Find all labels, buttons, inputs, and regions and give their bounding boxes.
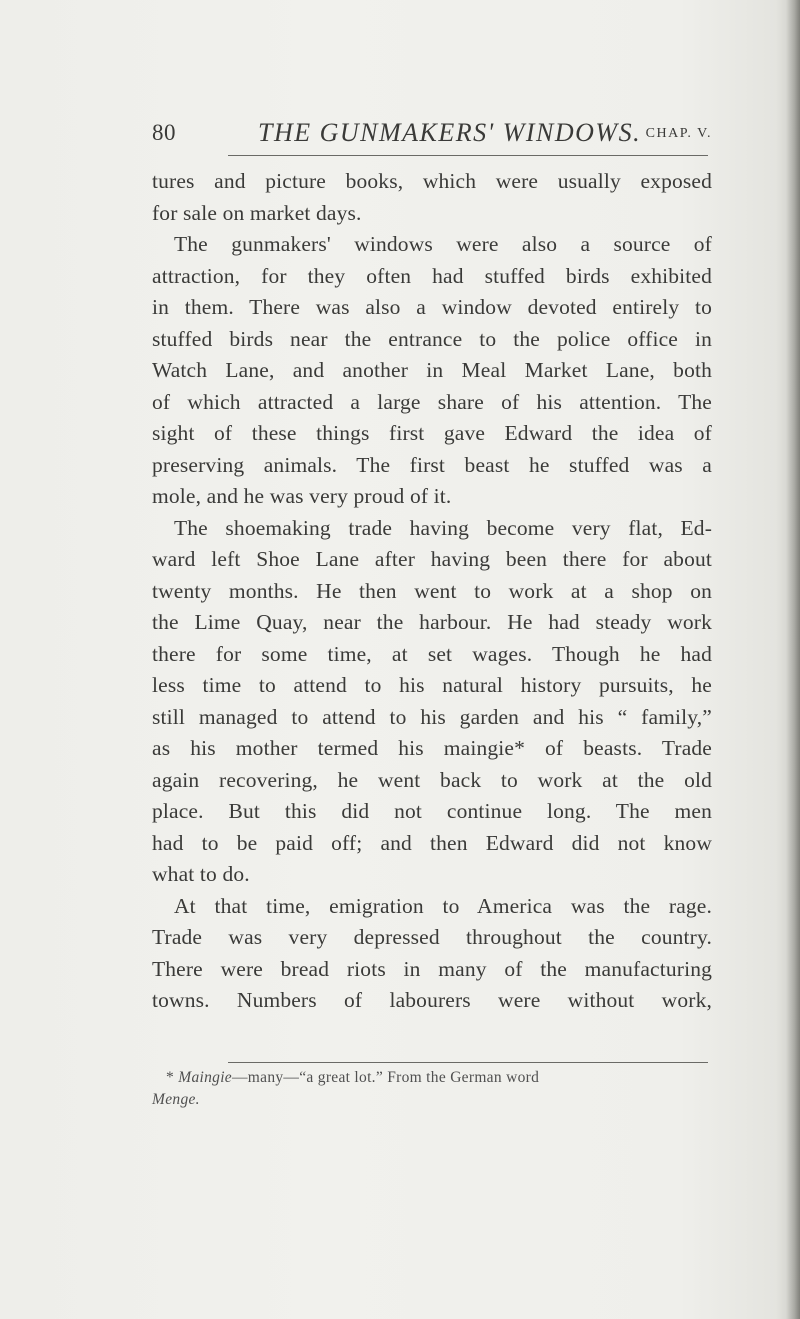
text-line: Watch Lane, and another in Meal Market Lane, both xyxy=(152,358,712,382)
text-line: The shoemaking trade having become very flat, Ed- xyxy=(174,515,712,540)
text-line: tures and picture books, which were usually exposed xyxy=(152,169,712,193)
text-line: of which attracted a large share of his attention. The xyxy=(152,389,712,414)
text-line: as his mother termed his maingie* of beasts. Trade xyxy=(152,736,712,760)
page-header xyxy=(152,116,712,156)
header-rule xyxy=(228,155,708,156)
text-line: mole, and he was very proud of it. xyxy=(152,484,452,508)
text-line: there for some time, at set wages. Though he had xyxy=(152,641,712,666)
footnote xyxy=(152,1067,712,1111)
text-line: had to be paid off; and then Edward did not know xyxy=(152,830,712,855)
page-number: 80 xyxy=(152,120,176,145)
footnote-rule xyxy=(228,1062,708,1063)
text-line: in them. There was also a window devoted entirely to xyxy=(152,295,712,319)
body-text xyxy=(152,166,712,1017)
footnote-marker: * xyxy=(166,1069,179,1086)
text-line: ward left Shoe Lane after having been there for about xyxy=(152,547,712,571)
chapter-label: CHAP. V. xyxy=(645,126,712,141)
running-title: THE GUNMAKERS' WINDOWS. xyxy=(258,118,642,147)
text-line: There were bread riots in many of the manufacturing xyxy=(152,956,712,981)
text-line: The gunmakers' windows were also a source of xyxy=(174,232,712,256)
text-line: what to do. xyxy=(152,862,250,886)
text-line: towns. Numbers of labourers were without work, xyxy=(152,988,712,1012)
text-line: At that time, emigration to America was the rage. xyxy=(174,893,712,918)
text-line: for sale on market days. xyxy=(152,200,362,225)
footnote-line xyxy=(152,1067,712,1089)
footnote-text: —many—“a great lot.” From the German word xyxy=(232,1069,540,1086)
text-line: twenty months. He then went to work at a shop on xyxy=(152,578,712,603)
footnote-term-german: Menge. xyxy=(152,1091,200,1108)
text-line: the Lime Quay, near the harbour. He had steady work xyxy=(152,610,712,634)
footnote-term: Maingie xyxy=(178,1069,232,1086)
text-line: preserving animals. The first beast he stuffed was a xyxy=(152,452,712,477)
page-edge-shadow xyxy=(786,0,800,1319)
text-line: stuffed birds near the entrance to the police office in xyxy=(152,326,712,351)
footnote-line xyxy=(152,1089,712,1111)
text-line: attraction, for they often had stuffed birds exhibited xyxy=(152,263,712,288)
text-line: again recovering, he went back to work at the old xyxy=(152,767,712,792)
text-line: place. But this did not continue long. The men xyxy=(152,799,712,823)
text-line: sight of these things first gave Edward the idea of xyxy=(152,421,712,445)
text-line: Trade was very depressed throughout the country. xyxy=(152,925,712,949)
text-line: less time to attend to his natural history pursuits, he xyxy=(152,673,712,697)
text-line: still managed to attend to his garden and his “ family,” xyxy=(152,704,712,729)
